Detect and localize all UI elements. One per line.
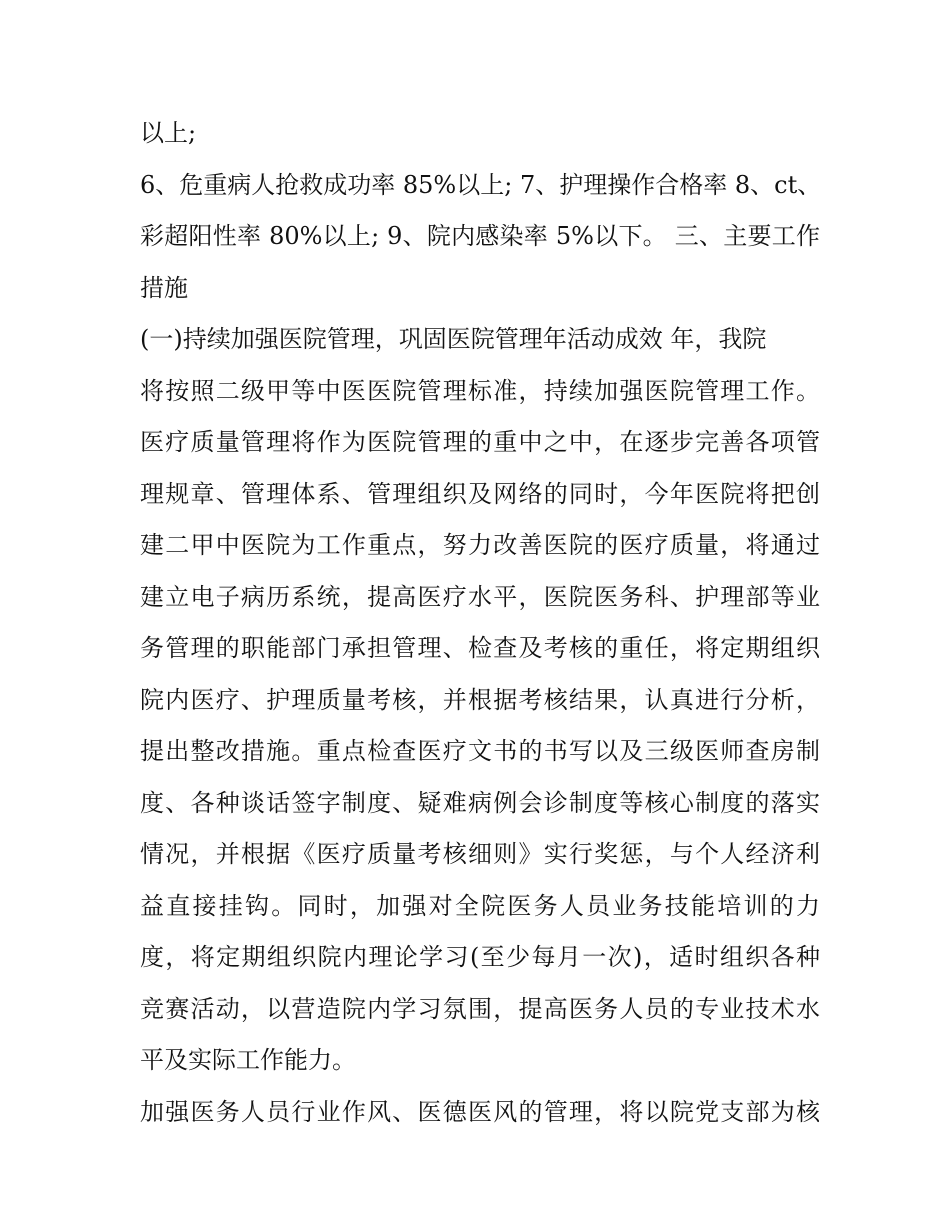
text-line: 度、各种谈话签字制度、疑难病例会诊制度等核心制度的落实	[140, 788, 820, 817]
text-line: 度，将定期组织院内理论学习(至少每月一次)，适时组织各种	[140, 943, 820, 971]
text-line: 6、危重病人抢救成功率 85%以上; 7、护理操作合格率 8、ct、	[140, 170, 822, 199]
text-line: 将按照二级甲等中医医院管理标准，持续加强医院管理工作。	[140, 376, 820, 405]
text-line: 院内医疗、护理质量考核，并根据考核结果，认真进行分析，	[140, 685, 820, 714]
text-line: 平及实际工作能力。	[140, 1046, 356, 1074]
text-line: 医疗质量管理将作为医院管理的重中之中，在逐步完善各项管	[140, 428, 820, 456]
text-line: 务管理的职能部门承担管理、检查及考核的重任，将定期组织	[140, 634, 820, 662]
text-line: 措施	[140, 273, 188, 302]
text-line: 益直接挂钩。同时，加强对全院医务人员业务技能培训的力	[140, 891, 820, 920]
text-line: 竞赛活动，以营造院内学习氛围，提高医务人员的专业技术水	[140, 994, 820, 1023]
text-line: 彩超阳性率 80%以上; 9、院内感染率 5%以下。 三、主要工作	[140, 222, 820, 250]
text-line: 提出整改措施。重点检查医疗文书的书写以及三级医师查房制	[140, 737, 820, 765]
text-line: 建二甲中医院为工作重点，努力改善医院的医疗质量，将通过	[140, 531, 820, 559]
text-line: 情况，并根据《医疗质量考核细则》实行奖惩，与个人经济利	[140, 840, 820, 868]
text-line: (一)持续加强医院管理，巩固医院管理年活动成效 年，我院	[140, 325, 767, 353]
text-line: 加强医务人员行业作风、医德医风的管理，将以院党支部为核	[140, 1097, 820, 1126]
document-body	[140, 108, 820, 1138]
text-line: 建立电子病历系统，提高医疗水平，医院医务科、护理部等业	[140, 582, 820, 611]
text-line: 以上;	[140, 119, 197, 147]
text-line: 理规章、管理体系、管理组织及网络的同时，今年医院将把创	[140, 479, 820, 508]
